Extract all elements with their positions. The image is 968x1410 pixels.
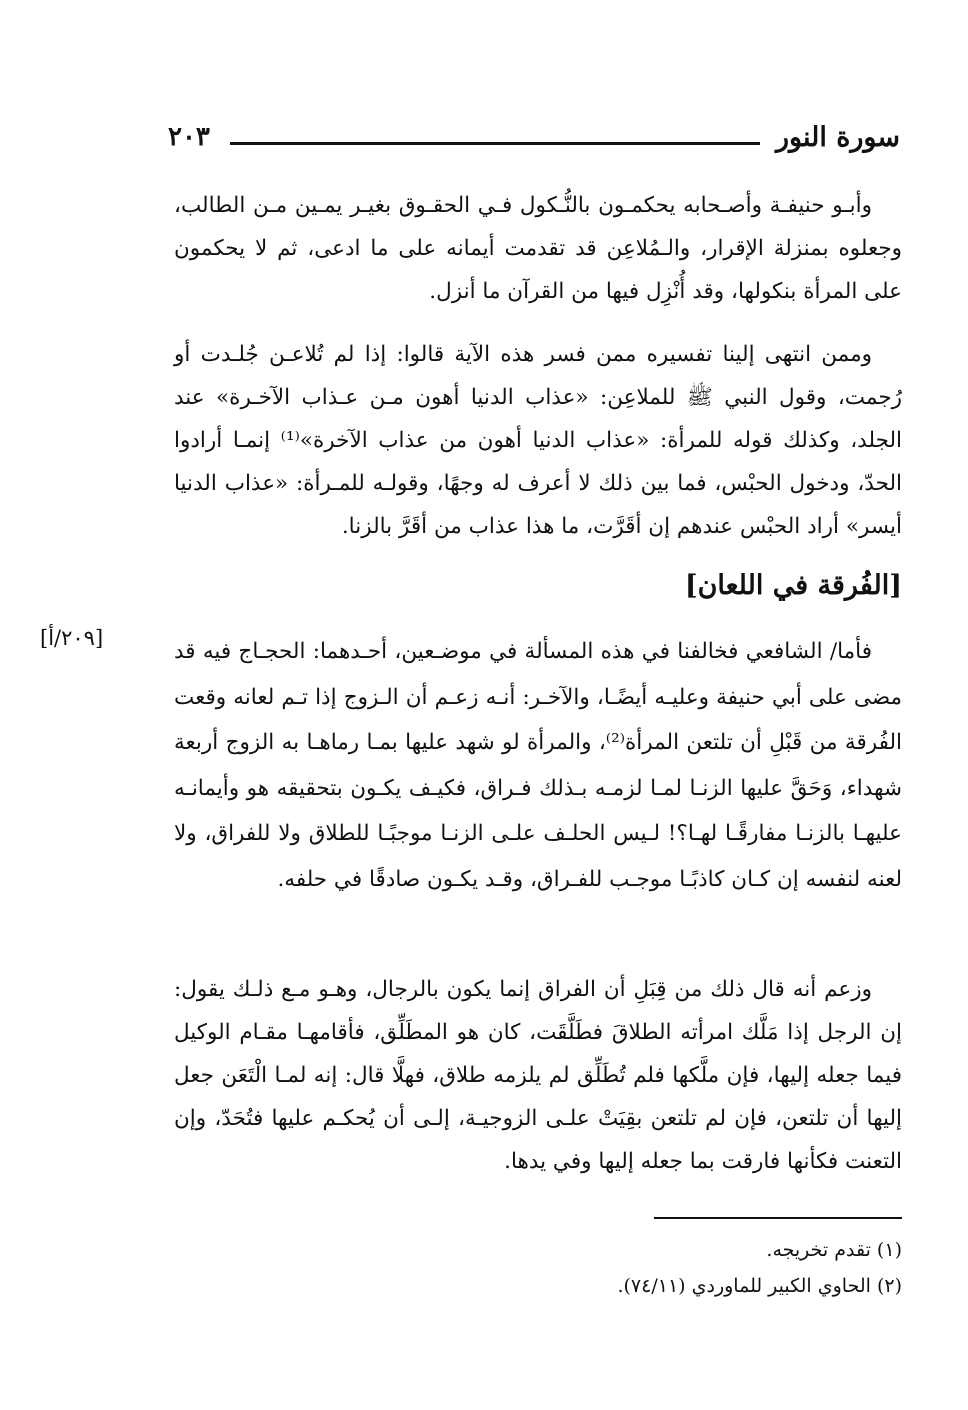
header-rule [230,142,760,145]
paragraph-4-text: وزعم أنه قال ذلك من قِبَلِ أن الفراق إنما يكون بالرجال، وهـو مـع ذلـك يقول: إن الرجل إذا مَلَّك امرأته الطلاقَ فطَلَّقَت، كان هو المطَلِّق، فأقامهـا مقـام الوكيل فيما جعله إليها، فإن ملَّكها فلم تُطَلِّق لم يلزمه طلاق، فهلَّا قال: إنه لمـا الْتَعَن جعل إليها أن تلتعن، فإن لم تلتعن بقِيَتْ علـى الزوجيـة، إلـى أن يُحكـم عليها فتُحَدّ، وإن التعنت فكأنها فارقت بما جعله إليها وفي يدها. [174,977,902,1174]
manuscript-folio-reference: [٢٠٩/أ] [40,626,104,650]
paragraph-2-text: وممن انتهى إلينا تفسيره ممن فسر هذه الآية قالوا: إذا لم تُلاعـن جُلـدت أو رُجمت، وقول النبي ﷺ للملاعِن: «عذاب الدنيا أهون مـن عـذاب الآخـرة» عند الجلد، وكذلك قوله للمرأة: «عذاب الدنيا أهون من عذاب الآخرة»⁽¹⁾ إنمـا أرادوا الحدّ، ودخول الحبْس، فما بين ذلك لا أعرف له وجهًا، وقولـه للمـرأة: «عذاب الدنيا أيسر» أراد الحبْس عندهم إن أقَرَّت، ما هذا عذاب من أقَرَّ بالزنا. [174,342,902,539]
footnote-1: (١) تقدم تخريجه. [766,1239,902,1261]
paragraph-2 [174,333,902,548]
paragraph-1-text: وأبـو حنيفـة وأصـحابه يحكمـون بالنُّـكول فـي الحقـوق بغيـر يمـين مـن الطالب، وجعلوه بمنزلة الإقرار، والـمُلاعِن قد تقدمت أيمانه على ما ادعى، ثم لا يحكمون على المرأة بنكولها، وقد أُنْزِل فيها من القرآن ما أنزل. [174,193,902,304]
footnotes [174,1232,902,1304]
surah-title: سورة النور [775,122,900,153]
paragraph-4 [174,968,902,1183]
paragraph-1 [174,184,902,313]
page-number: ٢٠٣ [168,122,210,152]
footnote-2: (٢) الحاوي الكبير للماوردي (٧٤/١١). [617,1275,902,1297]
running-header [168,118,900,158]
paragraph-3 [174,629,902,902]
footnote-separator [654,1217,902,1219]
paragraph-3-text: فأما/ الشافعي فخالفنا في هذه المسألة في موضـعين، أحـدهما: الحجـاج فيه قد مضى على أبي حنيفة وعليـه أيضًـا، والآخـر: أنـه زعـم أن الـزوج إذا تـم لعانه وقعت الفُرقة من قَبْلِ أن تلتعن المرأة⁽²⁾، والمرأة لو شهد عليها بمـا رماهـا به الزوج أربعة شهداء، وَحَقَّ عليها الزنـا لمـا لزمـه بـذلك فـراق، فكيـف يكـون بتحقيقه هو وأيمانـه عليهـا بالزنـا مفارقًـا لهـا؟! لـيس الحلـف علـى الزنـا موجبًـا للطلاق ولا للفراق، ولا لعنه لنفسه إن كـان كاذبًـا موجـب للفـراق، وقـد يكـون صادقًا في حلفه. [174,639,902,892]
section-heading: [الفُرقة في اللعان] [684,570,902,601]
